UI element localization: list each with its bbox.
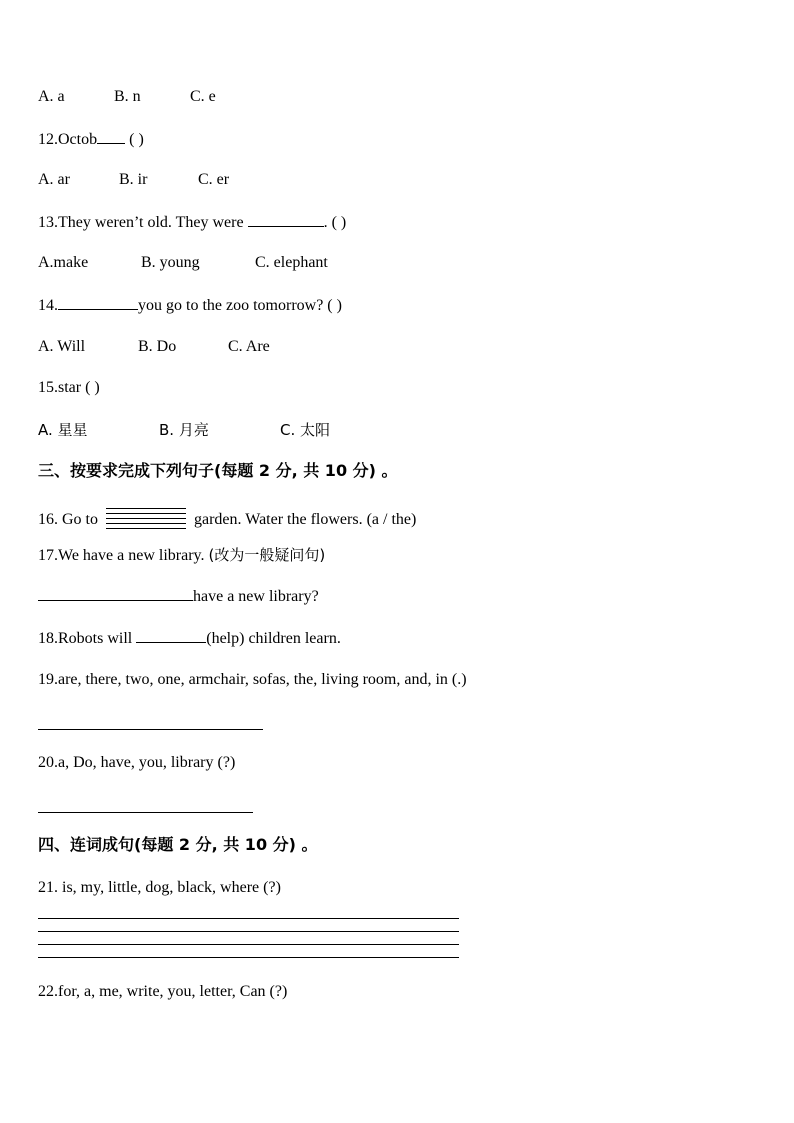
q13-prompt: 13.They weren’t old. They were [38, 214, 244, 231]
q20-answer-line[interactable] [38, 812, 253, 813]
q13-options [38, 253, 328, 273]
q16-question [38, 508, 416, 530]
q11-option-a: A. a [38, 88, 65, 105]
q13-answer-blank[interactable] [248, 212, 324, 227]
q15-options [38, 420, 330, 440]
q12-paren: ( ) [129, 131, 144, 148]
q11-option-c: C. e [190, 88, 216, 105]
q18-prompt: 18.Robots will [38, 630, 133, 647]
q17-answer-blank[interactable] [38, 586, 193, 601]
q14-answer-blank[interactable] [58, 295, 138, 310]
q19-answer-line[interactable] [38, 729, 263, 730]
q12-option-a: A. ar [38, 171, 70, 188]
q14-rest: you go to the zoo tomorrow? ( ) [138, 297, 342, 314]
q15-option-c: C. 太阳 [280, 421, 331, 439]
q12-prompt: 12.Octob [38, 131, 98, 148]
q20-question: 20.a, Do, have, you, library (?) [38, 754, 236, 771]
q12-option-b: B. ir [119, 171, 148, 188]
q21-answer-line-2[interactable] [38, 931, 459, 932]
q17-answer-line [38, 586, 319, 607]
q15-option-b: B. 月亮 [159, 421, 209, 439]
q16-answer-lines[interactable] [106, 508, 186, 530]
q13-option-b: B. young [141, 254, 200, 271]
q18-question [38, 628, 341, 649]
q17-answer-rest: have a new library? [193, 588, 319, 605]
q12-option-c: C. er [198, 171, 230, 188]
q21-answer-line-1[interactable] [38, 918, 459, 919]
q17-prompt: 17.We have a new library. [38, 547, 209, 564]
q11-options [38, 87, 216, 107]
q11-option-b: B. n [114, 88, 141, 105]
q16-rest: garden. Water the flowers. (a / the) [194, 511, 417, 528]
q14-prompt: 14. [38, 297, 58, 314]
q13-question [38, 212, 346, 233]
q21-answer-line-4[interactable] [38, 957, 459, 958]
q14-options [38, 337, 270, 357]
section-4-heading: 四、连词成句(每题 2 分, 共 10 分) 。 [38, 835, 318, 854]
q14-option-b: B. Do [138, 338, 177, 355]
q15-prompt: 15.star ( ) [38, 379, 100, 396]
q18-rest: (help) children learn. [206, 630, 341, 647]
q14-option-c: C. Are [228, 338, 270, 355]
q14-option-a: A. Will [38, 338, 86, 355]
q13-paren: . ( ) [323, 214, 347, 231]
q17-question [38, 545, 325, 566]
q13-option-c: C. elephant [255, 254, 328, 271]
q15-option-a: A. 星星 [38, 421, 88, 439]
q21-answer-line-3[interactable] [38, 944, 459, 945]
q12-options [38, 170, 229, 190]
q18-answer-blank[interactable] [136, 628, 206, 643]
q22-question: 22.for, a, me, write, you, letter, Can (?) [38, 983, 288, 1000]
q21-question: 21. is, my, little, dog, black, where (?) [38, 879, 281, 896]
q17-instruction: (改为一般疑问句) [208, 546, 326, 564]
q12-answer-blank[interactable] [97, 129, 125, 144]
q13-option-a: A.make [38, 254, 89, 271]
section-3-heading: 三、按要求完成下列句子(每题 2 分, 共 10 分) 。 [38, 461, 398, 480]
q15-question [38, 378, 100, 398]
q16-prompt: 16. Go to [38, 511, 98, 528]
q14-question [38, 295, 342, 316]
q19-question: 19.are, there, two, one, armchair, sofas, the, living room, and, in (.) [38, 671, 467, 688]
q12-question [38, 129, 144, 150]
